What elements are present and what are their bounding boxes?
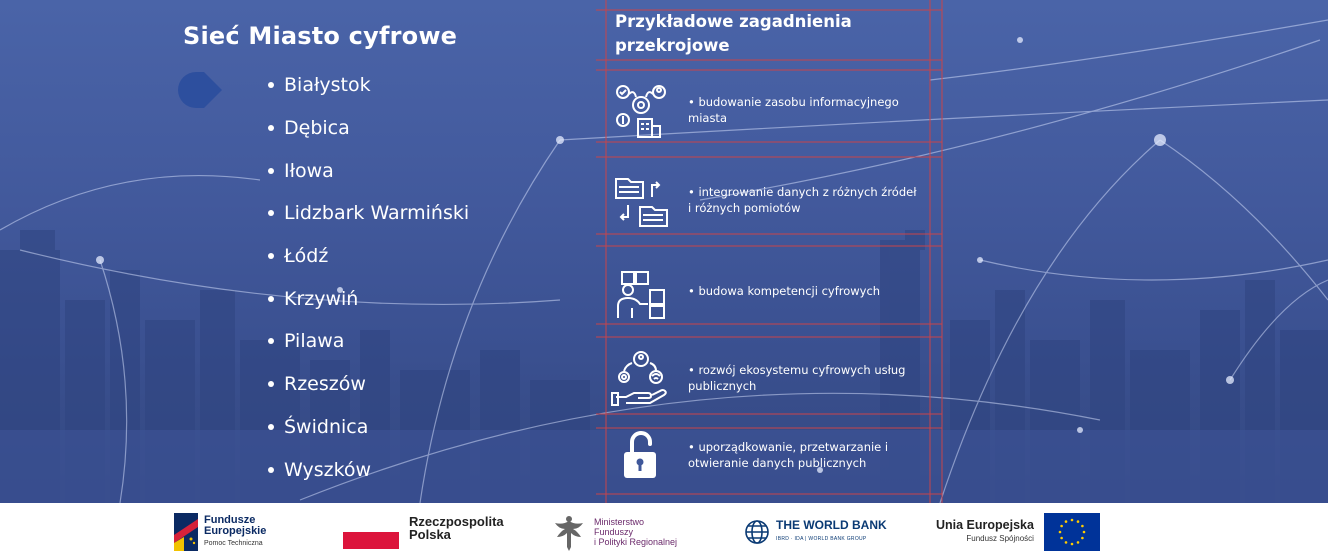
globe-icon (744, 519, 770, 545)
topic-item (610, 343, 930, 413)
city-name: Dębica (284, 117, 350, 140)
list-item (268, 149, 469, 192)
city-name: Rzeszów (284, 373, 366, 396)
list-item (268, 320, 469, 363)
polish-flag-icon (343, 515, 399, 549)
wb-name: THE WORLD BANK (776, 517, 887, 532)
fundusze-europejskie-logo (174, 503, 266, 560)
list-item (268, 363, 469, 406)
fe-line2: Europejskie (204, 524, 267, 537)
wb-sub: IBRD · IDA | WORLD BANK GROUP (776, 535, 867, 542)
city-name: Lidzbark Warmiński (284, 202, 470, 225)
funding-logos-footer (0, 503, 1328, 560)
bullet-icon (268, 168, 274, 174)
city-name: Łódź (284, 245, 329, 268)
topic-text: • integrowanie danych z różnych źródeł i różnych pomiotów (688, 185, 917, 215)
fundusze-europejskie-icon (174, 513, 198, 551)
city-name: Krzywiń (284, 287, 359, 310)
bullet-icon (268, 296, 274, 302)
bullet-icon (268, 82, 274, 88)
accent-drop-shape (178, 72, 222, 108)
topic-item (610, 256, 930, 326)
rp-line2: Polska (409, 526, 451, 542)
public-services-icon (610, 347, 672, 409)
data-integration-icon (610, 169, 672, 231)
list-item (268, 235, 469, 278)
unia-europejska-logo (936, 503, 1100, 560)
topic-text: • uporządkowanie, przetwarzanie i otwieranie danych publicznych (688, 440, 889, 470)
world-bank-logo (744, 503, 887, 560)
rp-line1: Rzeczpospolita (409, 513, 504, 529)
city-resource-icon (610, 79, 672, 141)
open-lock-icon (610, 424, 672, 486)
bullet-icon (268, 424, 274, 430)
topic-text: • budowa kompetencji cyfrowych (688, 284, 881, 298)
bullet-icon (268, 125, 274, 131)
fe-line1: Fundusze (204, 513, 256, 526)
city-name: Białystok (284, 74, 371, 97)
topics-heading: Przykładowe zagadnienia przekrojowe (615, 12, 852, 55)
min-line3: i Polityki Regionalnej (594, 536, 678, 547)
topic-item (610, 165, 930, 235)
topic-text: • budowanie zasobu informacyjnego miasta (688, 95, 899, 125)
city-name: Świdnica (284, 415, 369, 438)
bullet-icon (268, 210, 274, 216)
list-item (268, 192, 469, 235)
rzeczpospolita-polska-logo (343, 503, 504, 560)
list-item (268, 64, 469, 107)
list-item (268, 277, 469, 320)
ue-name: Unia Europejska (936, 517, 1034, 532)
city-name: Pilawa (284, 330, 345, 353)
ue-sub: Fundusz Spójności (966, 533, 1034, 543)
list-item (268, 406, 469, 449)
topic-item (610, 420, 930, 490)
list-item (268, 448, 469, 491)
eagle-emblem-icon (552, 513, 586, 551)
city-name: Iłowa (284, 159, 334, 182)
bullet-icon (268, 381, 274, 387)
min-line1: Ministerstwo (594, 516, 645, 527)
city-list (268, 64, 469, 491)
bullet-icon (268, 253, 274, 259)
city-name: Wyszków (284, 458, 372, 481)
digital-competence-icon (610, 260, 672, 322)
min-line2: Funduszy (594, 526, 634, 537)
page-title: Sieć Miasto cyfrowe (183, 22, 458, 50)
fe-line3: Pomoc Techniczna (204, 539, 263, 547)
eu-flag-icon (1044, 513, 1100, 551)
list-item (268, 107, 469, 150)
bullet-icon (268, 338, 274, 344)
topic-text: • rozwój ekosystemu cyfrowych usług publicznych (688, 363, 906, 393)
bullet-icon (268, 467, 274, 473)
ministerstwo-logo (552, 503, 677, 560)
topic-item (610, 75, 930, 145)
